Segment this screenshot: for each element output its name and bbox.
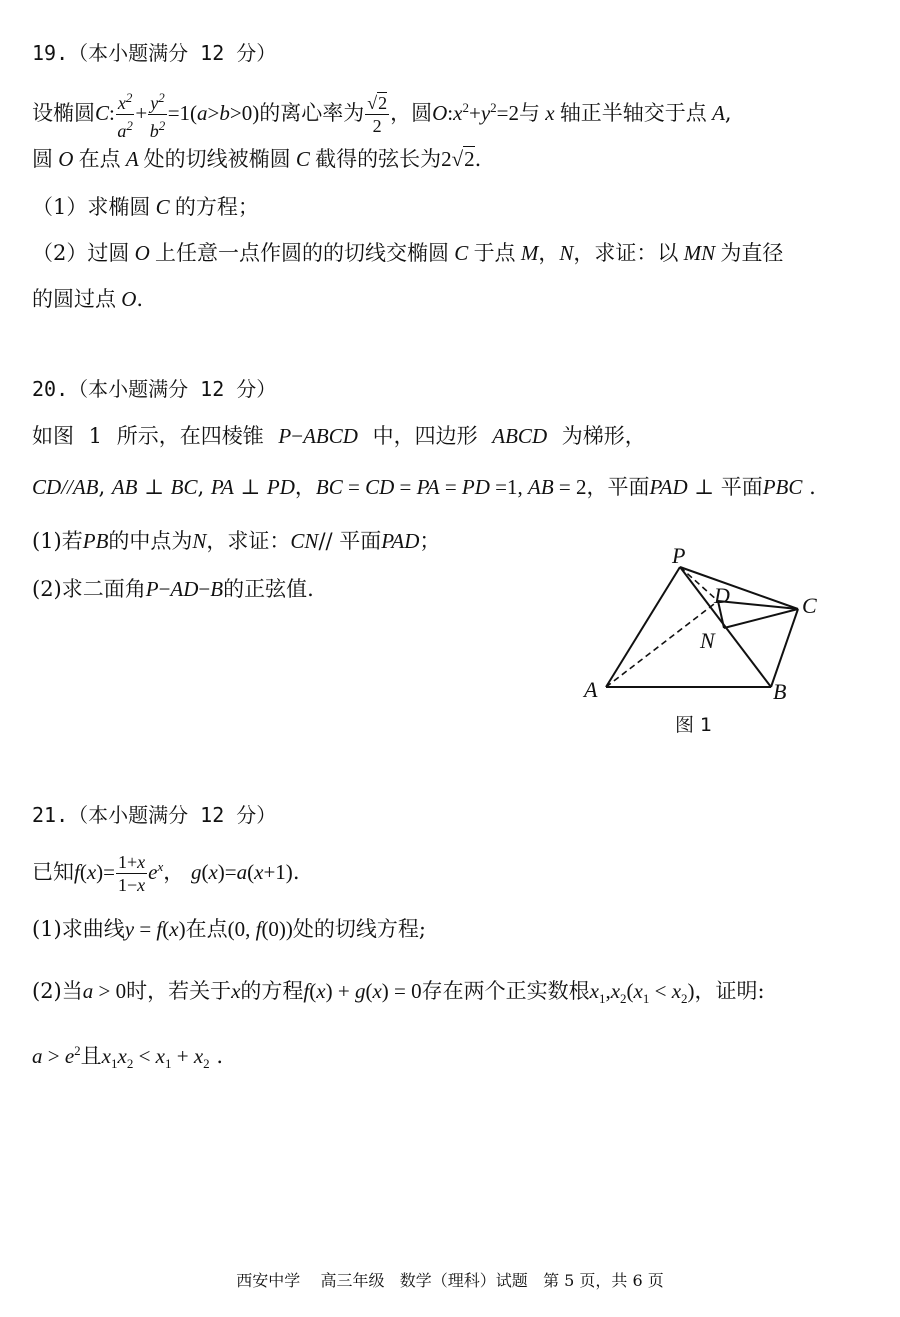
edge-PA (606, 567, 680, 687)
point-label-A: A (584, 677, 598, 702)
page-footer: 西安中学 高三年级 数学（理科）试题 第 5 页，共 6 页 (236, 1271, 664, 1290)
q20-part-1: (1)若PB的中点为N，求证：CN// 平面PAD； (32, 529, 441, 553)
point-label-D: D (714, 583, 730, 608)
edge-BC (771, 609, 798, 687)
q19-line-1: 设椭圆C: $\frac{x^2}{a^2}$ + $\frac{y^2}{b^2}$ =1(a>b>0)的离心率为 $\frac{√2}{2}$ ，圆$O:x^2+y^2=2$与 x 轴正半轴交于点 A, (32, 84, 732, 142)
figure-caption: 图 1 (675, 714, 713, 736)
q19-part-1: （1）求椭圆 C 的方程； (32, 195, 259, 219)
q20-header: 20.（本小题满分 12 分） (32, 377, 277, 401)
pyramid-figure (580, 545, 830, 745)
segment-NC (724, 609, 798, 628)
q19-header: 19.（本小题满分 12 分） (32, 41, 277, 65)
point-label-P: P (672, 545, 686, 568)
q20-line-2: CD//AB, AB ⊥ BC, PA ⊥ PD，BC = CD = PA = PD =1, AB = 2，平面PAD ⊥ 平面PBC . (32, 475, 816, 499)
q21-part-2-cont: $a > e^2$且$x_1x_2 < x_1 + x_2$ . (32, 1043, 224, 1072)
point-label-B: B (773, 679, 787, 704)
q21-header: 21.（本小题满分 12 分） (32, 803, 277, 827)
point-label-N: N (700, 628, 715, 653)
hidden-edge-PD (680, 567, 718, 601)
q19-line-2: 圆 O 在点 A 处的切线被椭圆 C 截得的弦长为2√2. (32, 147, 482, 171)
q20-line-1: 如图 1 所示，在四棱锥 P−ABCD 中，四边形 ABCD 为梯形， (32, 424, 646, 448)
q21-part-2: (2)当a > 0时，若关于x的方程f(x) + g(x) = 0存在两个正实数根$x_1,x_2(x_1 < x_2)$，证明: (32, 979, 765, 1007)
point-label-C: C (802, 593, 817, 618)
q20-part-2: (2)求二面角P−AD−B的正弦值. (32, 577, 314, 601)
q21-line-1: 已知f(x)= $\frac{1+x}{1-x}$ $e^x$， g(x)=a(x+1). (32, 852, 300, 895)
q19-part-2-cont: 的圆过点 O. (32, 287, 144, 311)
q21-part-1: (1)求曲线y = f(x)在点(0, f(0))处的切线方程; (32, 917, 426, 941)
q19-part-2: （2）过圆 O 上任意一点作圆的的切线交椭圆 C 于点 M，N，求证：以 MN 为直径 (32, 241, 784, 265)
